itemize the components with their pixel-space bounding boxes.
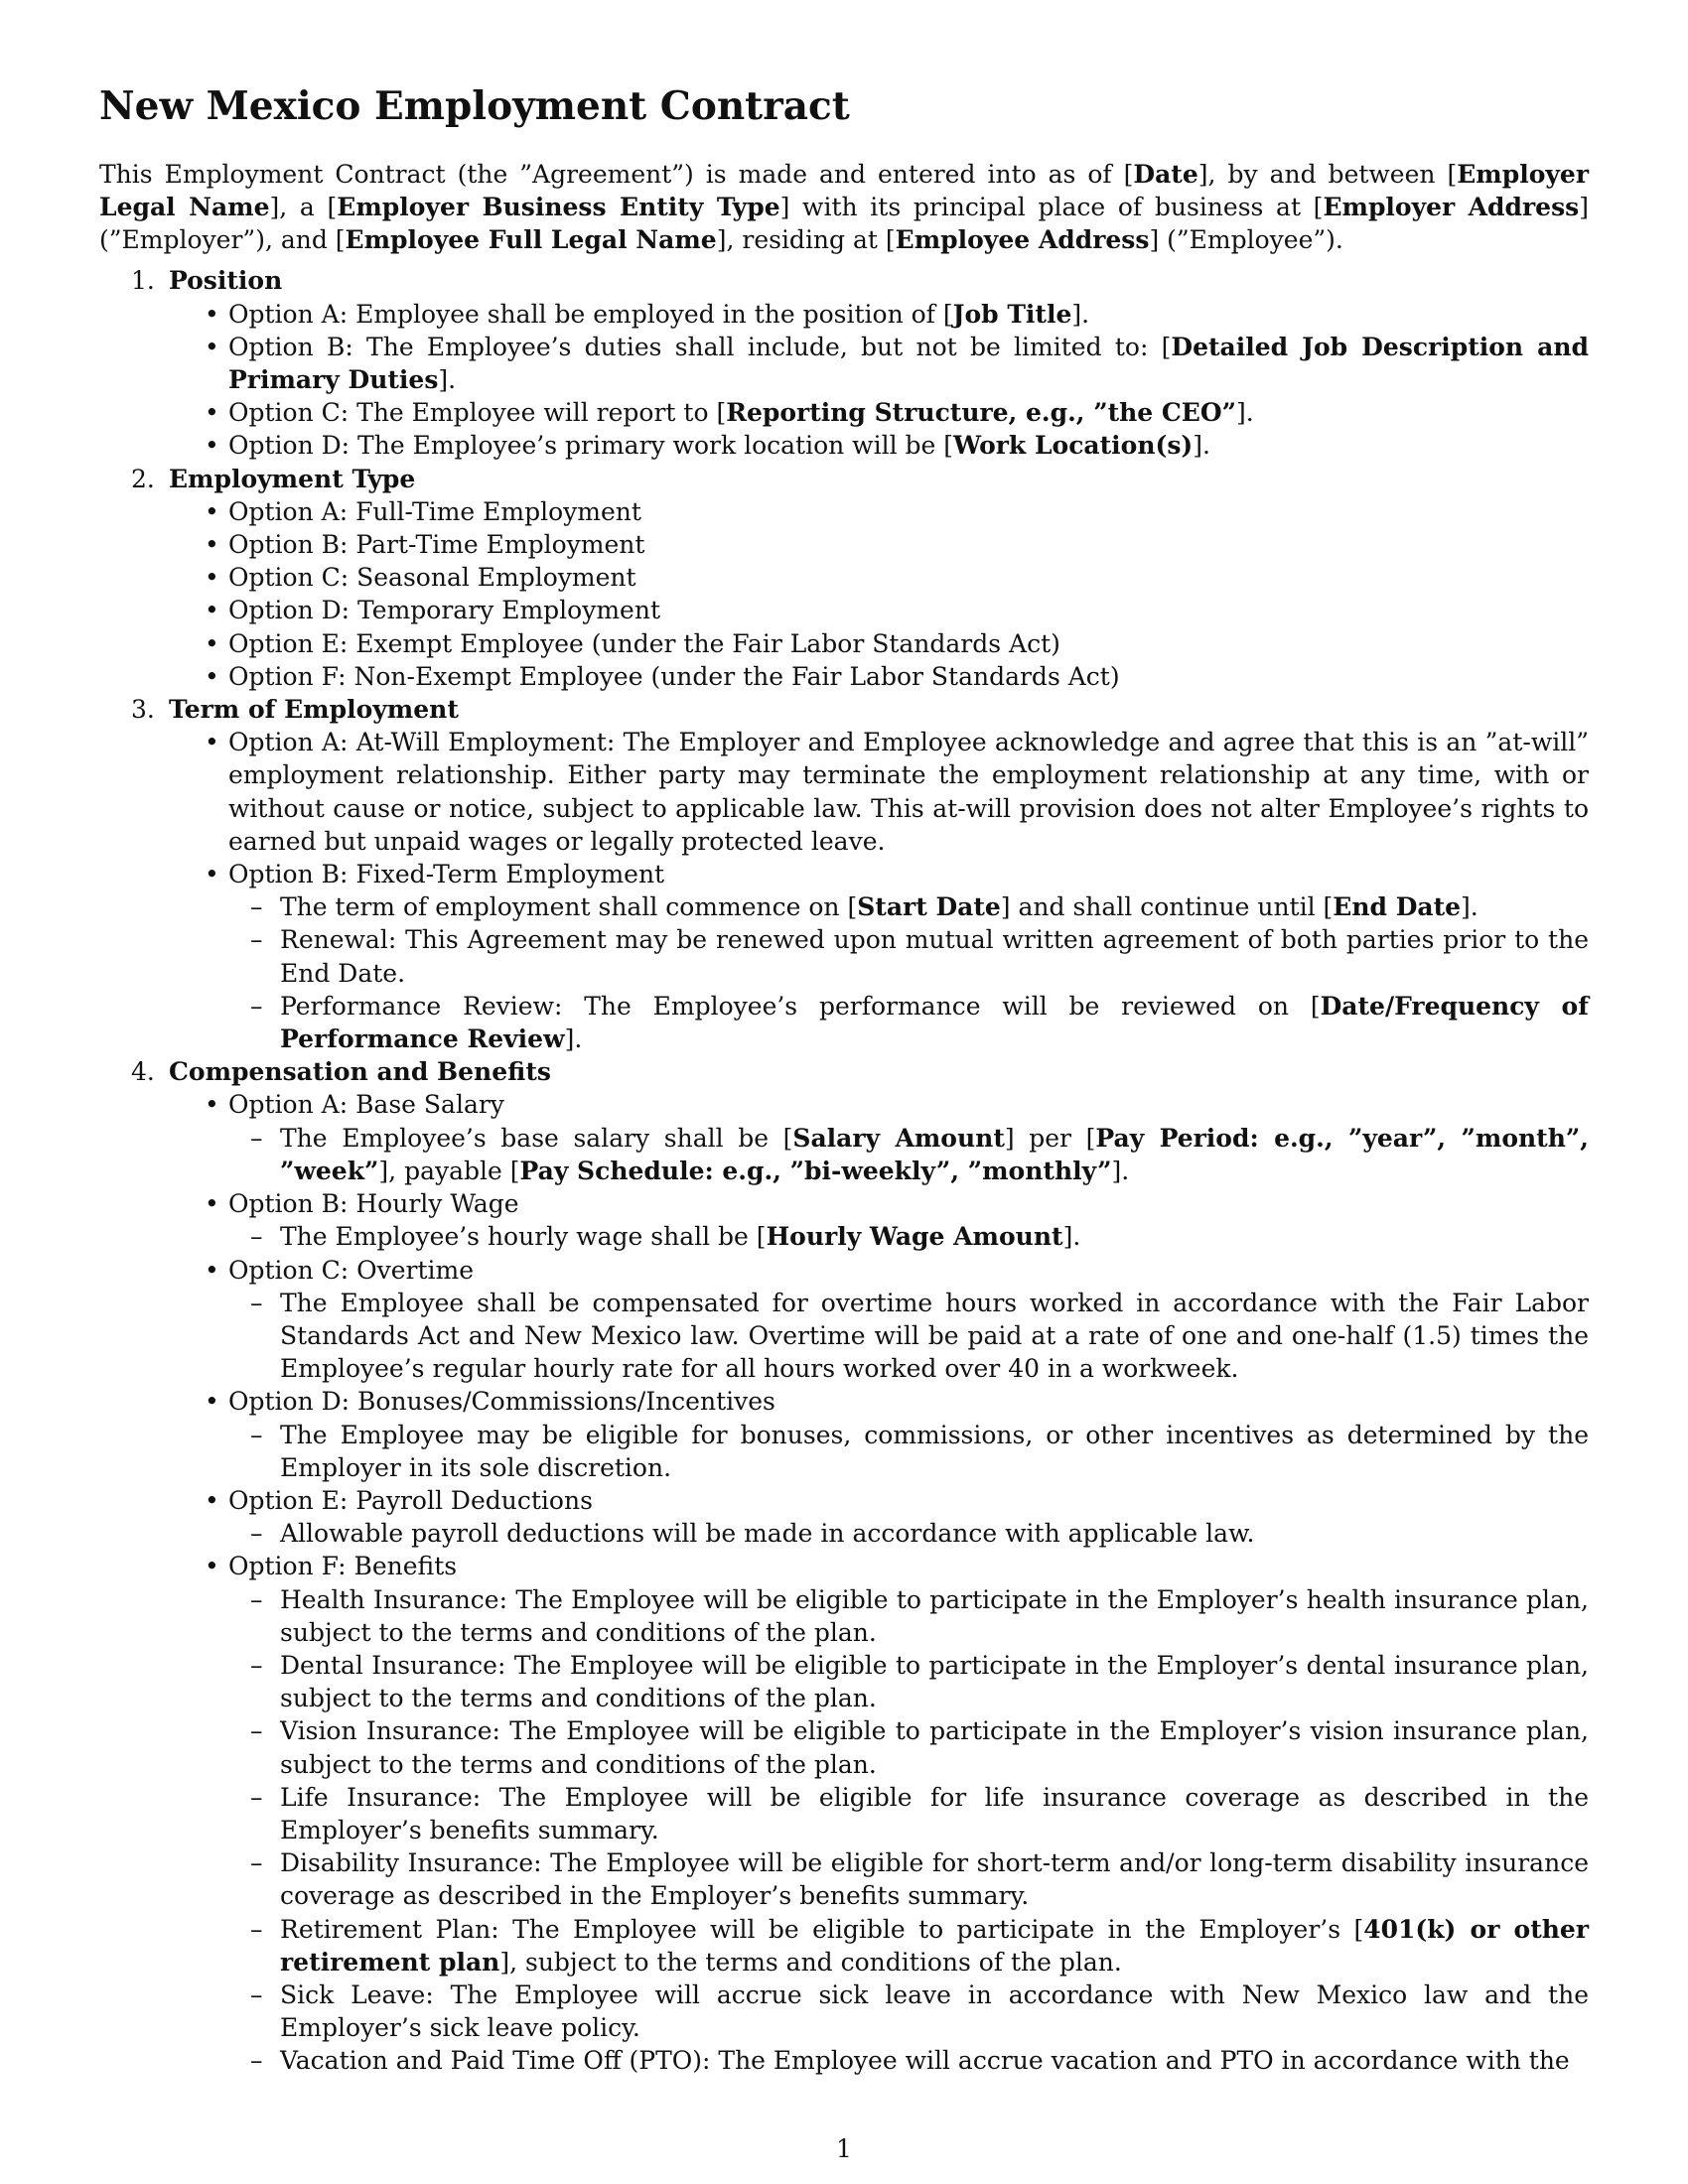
page-number: 1	[836, 2134, 852, 2163]
item-text: ].	[438, 365, 457, 395]
placeholder-end-date: End Date	[1333, 892, 1462, 922]
section-number: 3.	[131, 695, 155, 725]
item-text: Option C: The Employee will report to [	[228, 398, 727, 428]
list-item	[228, 1088, 1589, 1187]
list-item: • Option C: Seasonal Employment	[228, 561, 1589, 594]
intro-paragraph	[99, 158, 1589, 257]
item-text: The Employee’s hourly wage shall be [	[280, 1222, 767, 1252]
list-item	[228, 1550, 1589, 2077]
list-item	[228, 1484, 1589, 1550]
option-list	[169, 1088, 1589, 2077]
sub-item	[280, 1220, 1589, 1253]
item-text: Option D: Bonuses/Commissions/Incentives	[228, 1387, 775, 1417]
sub-list	[228, 1220, 1589, 1253]
placeholder-pay-schedule: Pay Schedule: e.g., ”bi-weekly”, ”monthly”	[519, 1156, 1112, 1185]
intro-text: This Employment Contract (the ”Agreement”) is made and entered into as of [	[99, 159, 1134, 189]
placeholder-hourly-wage: Hourly Wage Amount	[766, 1222, 1063, 1252]
item-text: The Employee’s base salary shall be [	[280, 1123, 793, 1153]
item-text: Option A: Base Salary	[228, 1090, 504, 1120]
list-item: • Option A: Full-Time Employment	[228, 495, 1589, 528]
item-text: ].	[1062, 1222, 1081, 1252]
contract-page	[99, 83, 1589, 2078]
sub-item	[280, 990, 1589, 1055]
placeholder-reporting-structure: Reporting Structure, e.g., ”the CEO”	[726, 398, 1237, 428]
sub-item	[280, 1913, 1589, 1979]
sub-item: – Life Insurance: The Employee will be eligible for life insurance coverage as described in the Employer’s benefits summary.	[280, 1781, 1589, 1846]
item-text: Option B: The Employee’s duties shall include, but not be limited to: [	[228, 332, 1172, 361]
list-item	[228, 429, 1589, 462]
item-text: ].	[564, 1024, 583, 1054]
intro-text: ] (”Employer”), and [	[99, 193, 1589, 255]
list-item: • Option D: Temporary Employment	[228, 594, 1589, 626]
list-item: • Option A: At-Will Employment: The Employer and Employee acknowledge and agree that this is an ”at-will” employment relationship. Either party may terminate the employment relationship at any time, with or without cause or notice, subject to applicable law. This at-will provision does not alter Employee’s rights to earned but unpaid wages or legally protected leave.	[228, 726, 1589, 858]
section-term-of-employment	[131, 693, 1589, 1055]
intro-text: ], residing at [	[716, 225, 896, 255]
sub-list	[228, 1287, 1589, 1386]
sub-item: – Sick Leave: The Employee will accrue sick leave in accordance with New Mexico law and the Employer’s sick leave policy.	[280, 1979, 1589, 2044]
section-title: Position	[169, 266, 283, 296]
sub-list	[228, 1517, 1589, 1550]
intro-text: ] (”Employee”).	[1149, 225, 1343, 255]
intro-text: ], by and between [	[1197, 159, 1458, 189]
document-title: New Mexico Employment Contract	[99, 83, 850, 129]
item-text: Option F: Benefits	[228, 1552, 458, 1581]
placeholder-employee-address: Employee Address	[895, 225, 1150, 255]
sub-item	[280, 1122, 1589, 1187]
sub-item: – Renewal: This Agreement may be renewed upon mutual written agreement of both parties prior to the End Date.	[280, 923, 1589, 989]
list-item	[228, 331, 1589, 396]
placeholder-start-date: Start Date	[857, 892, 1001, 922]
item-text: Option C: Overtime	[228, 1255, 475, 1285]
sub-item: – Allowable payroll deductions will be made in accordance with applicable law.	[280, 1517, 1589, 1550]
placeholder-review-frequency: Date/Frequency of Performance Review	[280, 991, 1589, 1054]
placeholder-employer-legal-name: Employer Legal Name	[99, 159, 1589, 221]
section-list	[99, 264, 1589, 2077]
item-text: ] and shall continue until [	[1000, 892, 1334, 922]
placeholder-pay-period: Pay Period: e.g., ”year”, ”month”, ”week”	[280, 1123, 1589, 1185]
section-position	[131, 264, 1589, 462]
item-text: ].	[1236, 398, 1254, 428]
sub-item: – Vision Insurance: The Employee will be eligible to participate in the Employer’s vision insurance plan, subject to the terms and conditions of the plan.	[280, 1714, 1589, 1780]
section-employment-type	[131, 463, 1589, 693]
option-list	[169, 298, 1589, 463]
sub-list	[228, 1583, 1589, 2078]
sub-item: – Vacation and Paid Time Off (PTO): The Employee will accrue vacation and PTO in accordance with the	[280, 2044, 1589, 2077]
placeholder-job-title: Job Title	[952, 299, 1072, 329]
placeholder-retirement-plan: 401(k) or other retirement plan	[280, 1914, 1589, 1977]
section-number: 2.	[131, 464, 155, 493]
section-number: 1.	[131, 266, 155, 296]
placeholder-date: Date	[1133, 159, 1198, 189]
sub-list	[228, 890, 1589, 1055]
item-text: Option D: The Employee’s primary work location will be [	[228, 431, 954, 461]
item-text: Option E: Payroll Deductions	[228, 1485, 593, 1515]
item-text: Option A: Employee shall be employed in the position of [	[228, 299, 953, 329]
item-text: Performance Review: The Employee’s performance will be reviewed on [	[280, 991, 1321, 1021]
item-text: ].	[1111, 1156, 1130, 1185]
list-item	[228, 1187, 1589, 1253]
list-item	[228, 396, 1589, 429]
list-item	[228, 1385, 1589, 1484]
section-title: Compensation and Benefits	[169, 1057, 551, 1087]
item-text: ] per [	[1004, 1123, 1096, 1153]
intro-text: ], a [	[269, 193, 338, 221]
item-text: ], payable [	[378, 1156, 520, 1185]
item-text: The term of employment shall commence on [	[280, 892, 858, 922]
section-number: 4.	[131, 1057, 155, 1087]
sub-item: – Dental Insurance: The Employee will be eligible to participate in the Employer’s dental insurance plan, subject to the terms and conditions of the plan.	[280, 1649, 1589, 1714]
item-text: ].	[1071, 299, 1090, 329]
sub-list	[228, 1419, 1589, 1484]
item-text: Retirement Plan: The Employee will be eligible to participate in the Employer’s [	[280, 1914, 1364, 1944]
list-item: • Option B: Part-Time Employment	[228, 528, 1589, 561]
item-text: ].	[1193, 431, 1210, 461]
sub-item: – The Employee may be eligible for bonuses, commissions, or other incentives as determined by the Employer in its sole discretion.	[280, 1419, 1589, 1484]
list-item	[228, 1254, 1589, 1386]
section-compensation	[131, 1055, 1589, 2077]
placeholder-work-location: Work Location(s)	[953, 431, 1194, 461]
item-text: Option B: Fixed-Term Employment	[228, 860, 665, 889]
placeholder-employee-name: Employee Full Legal Name	[345, 225, 717, 255]
intro-text: ] with its principal place of business at [	[779, 193, 1324, 221]
item-text: ].	[1461, 892, 1478, 922]
placeholder-job-description: Detailed Job Description and Primary Duties	[228, 332, 1589, 395]
sub-item: – Disability Insurance: The Employee will be eligible for short-term and/or long-term disability insurance coverage as described in the Employer’s benefits summary.	[280, 1846, 1589, 1912]
option-list	[169, 495, 1589, 693]
item-text: ], subject to the terms and conditions of the plan.	[499, 1947, 1122, 1977]
section-title: Employment Type	[169, 464, 416, 493]
sub-item	[280, 890, 1589, 923]
item-text: Option B: Hourly Wage	[228, 1189, 519, 1219]
list-item	[228, 858, 1589, 1055]
sub-item: – The Employee shall be compensated for overtime hours worked in accordance with the Fair Labor Standards Act and New Mexico law. Overtime will be paid at a rate of one and one-half (1.5) times the Employee’s regular hourly rate for all hours worked over 40 in a workweek.	[280, 1287, 1589, 1386]
section-title: Term of Employment	[169, 695, 459, 725]
sub-item: – Health Insurance: The Employee will be eligible to participate in the Employer’s health insurance plan, subject to the terms and conditions of the plan.	[280, 1583, 1589, 1649]
placeholder-salary-amount: Salary Amount	[792, 1123, 1005, 1153]
list-item: • Option E: Exempt Employee (under the Fair Labor Standards Act)	[228, 627, 1589, 660]
option-list	[169, 726, 1589, 1055]
list-item: • Option F: Non-Exempt Employee (under the Fair Labor Standards Act)	[228, 660, 1589, 693]
placeholder-entity-type: Employer Business Entity Type	[337, 193, 780, 221]
sub-list	[228, 1122, 1589, 1187]
list-item	[228, 298, 1589, 331]
placeholder-employer-address: Employer Address	[1323, 193, 1580, 221]
